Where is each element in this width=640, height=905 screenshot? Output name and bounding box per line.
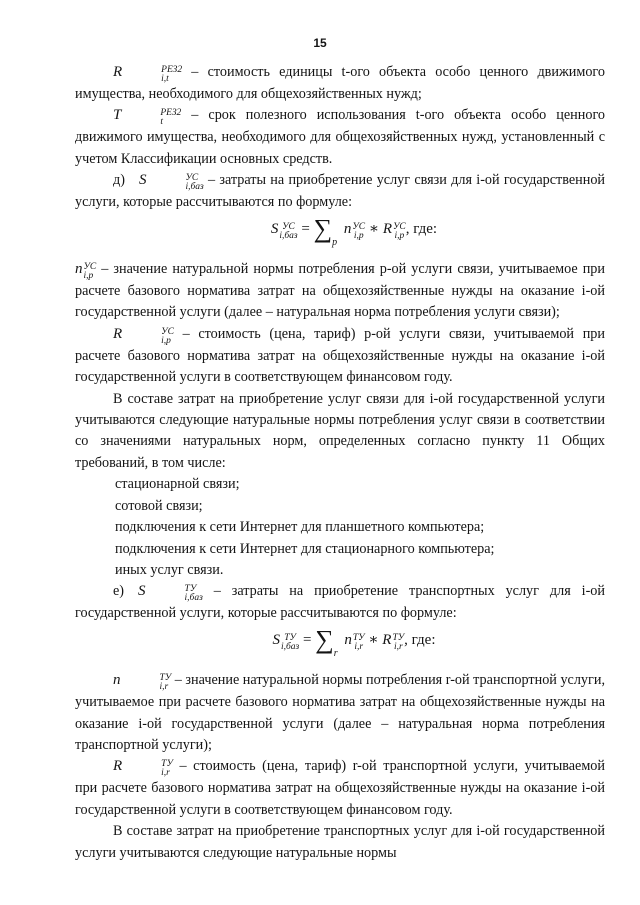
sum-symbol: ∑ (315, 624, 334, 654)
math-index: ТУ i,r (159, 673, 172, 693)
paragraph-t-rez: T РЕЗ2 t – срок полезного использования t-ого объекта особо ценного движимого имущества, необходимого для общехозяйственных нужд, установленный с учетом Классификации основных средств. (75, 107, 605, 167)
paragraph-r-rez: R РЕЗ2 i,t – стоимость единицы t-ого объекта особо ценного движимого имущества, необходимого для общехозяйственных нужд; (75, 64, 605, 102)
math-index: РЕЗ2 t (160, 108, 182, 128)
list-item: подключения к сети Интернет для планшетного компьютера; (115, 519, 485, 536)
list-item: стационарной связи; (115, 476, 240, 493)
page-number: 15 (313, 36, 327, 50)
formula-tu: S ТУ i,баз = $\sum_r$ n ТУ i,r ∗ R ТУ i,r , где: (272, 624, 436, 659)
math-symbol: T (113, 107, 122, 124)
math-index: УС i,p (83, 262, 97, 282)
math-symbol: R (113, 325, 123, 342)
math-symbol: n (113, 672, 121, 689)
math-symbol: S (138, 583, 146, 600)
item-label-d: д) (113, 172, 125, 189)
math-symbol: R (113, 64, 123, 80)
math-index: ТУ i,r (161, 759, 173, 779)
math-index: УС i,p (161, 326, 174, 346)
sum-symbol: ∑ (313, 213, 333, 243)
math-symbol: R (113, 758, 123, 775)
math-index: УС i,баз (185, 173, 204, 193)
paragraph-r-us: R УС i,p – стоимость (цена, тариф) p-ой услуги связи, учитываемой при расчете базового норматива затрат на общехозяйственные нужды на оказание i-ой государственной услуги в соответствующем финансовом году. (75, 325, 605, 386)
item-label-e: е) (113, 583, 125, 600)
paragraph-tu-intro: В составе затрат на приобретение транспортных услуг для i-ой государственной услуги учитываются следующие натуральные нормы (75, 823, 605, 861)
math-symbol: S (138, 172, 147, 189)
paragraph-us-intro: В составе затрат на приобретение услуг связи для i-ой государственной услуги учитываются следующие натуральные нормы потребления услуг связи в соответствии со значениями натуральных норм, определенных согласно пункту 11 Общих требований, в том числе: (75, 390, 605, 471)
list-item: иных услуг связи. (115, 561, 224, 578)
math-index: РЕЗ2 i,t (161, 65, 183, 84)
math-index: ТУ i,баз (184, 584, 203, 604)
formula-us: S УС i,баз = $\sum_p$ n УС i,p ∗ R УС i,p , где: (270, 213, 438, 248)
paragraph-r-tu: R ТУ i,r – стоимость (цена, тариф) r-ой транспортной услуги, учитываемой при расчете базового норматива затрат на общехозяйственные нужды на оказание i-ой государственной услуги в соответствующем финансовом году. (75, 758, 605, 818)
paragraph-n-us: n УС i,p – значение натуральной нормы потребления p-ой услуги связи, учитываемое при расчете базового норматива затрат на общехозяйственные нужды на оказание i-ой государственной услуги (далее – натуральная норма потребления услуги связи); (75, 261, 605, 321)
paragraph-e: е) S ТУ i,баз – затраты на приобретение транспортных услуг для i-ой государственной услуги, которые рассчитываются по формуле: (75, 583, 605, 622)
document-body (75, 62, 605, 864)
list-item: сотовой связи; (115, 497, 203, 514)
paragraph-d: д) S УС i,баз – затраты на приобретение услуг связи для i-ой государственной услуги, которые рассчитываются по формуле: (75, 172, 605, 211)
list-item: подключения к сети Интернет для стационарного компьютера; (115, 540, 495, 557)
math-symbol: n (75, 261, 83, 278)
paragraph-n-tu: n ТУ i,r – значение натуральной нормы потребления r-ой транспортной услуги, учитываемое при расчете базового норматива затрат на общехозяйственные нужды на оказание i-ой государственной услуги (далее – натуральная норма потребления транспортной услуги); (75, 672, 605, 753)
